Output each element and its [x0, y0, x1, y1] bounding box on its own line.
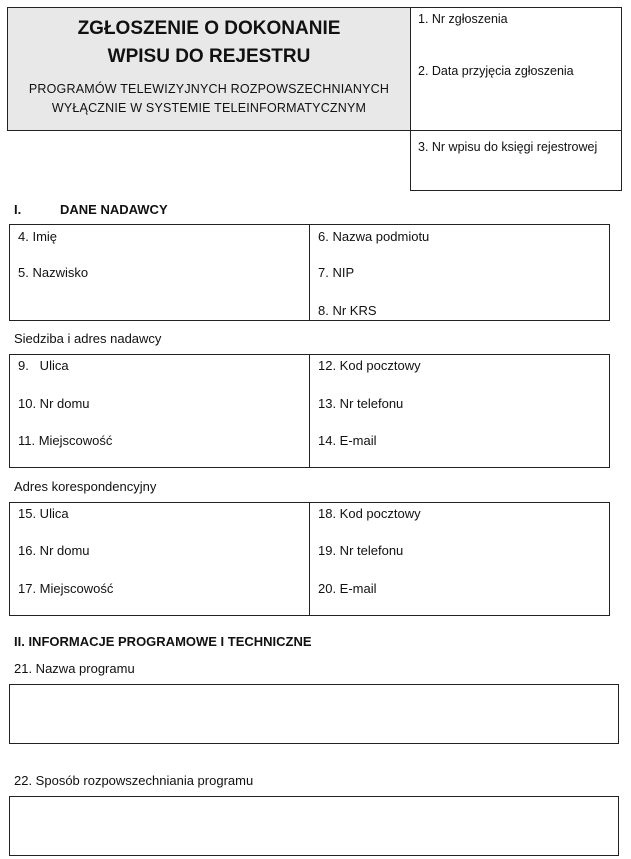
correspondence-address-heading: Adres korespondencyjny	[14, 479, 157, 494]
section-2-title: II. INFORMACJE PROGRAMOWE I TECHNICZNE	[14, 634, 312, 649]
field-corr-postal-code[interactable]: 18. Kod pocztowy	[318, 506, 421, 521]
form-title-line1: ZGŁOSZENIE O DOKONANIE	[77, 18, 341, 39]
field-last-name[interactable]: 5. Nazwisko	[18, 265, 89, 280]
field-registry-entry-number: 3. Nr wpisu do księgi rejestrowej	[418, 140, 598, 154]
section-1-number: I.	[14, 202, 22, 217]
field-acceptance-date: 2. Data przyjęcia zgłoszenia	[418, 64, 574, 78]
field-corr-phone[interactable]: 19. Nr telefonu	[318, 543, 404, 558]
table-divider	[309, 224, 310, 321]
table-divider	[309, 502, 310, 616]
field-krs[interactable]: 8. Nr KRS	[318, 303, 377, 318]
field-seat-postal-code[interactable]: 12. Kod pocztowy	[318, 358, 421, 373]
field-corr-email[interactable]: 20. E-mail	[318, 581, 377, 596]
field-nip[interactable]: 7. NIP	[318, 265, 355, 280]
program-name-input-box[interactable]	[9, 684, 619, 744]
field-entity-name[interactable]: 6. Nazwa podmiotu	[318, 229, 430, 244]
table-divider	[309, 354, 310, 468]
form-subtitle-line1: PROGRAMÓW TELEWIZYJNYCH ROZPOWSZECHNIANYCH	[28, 82, 390, 96]
section-1-title: DANE NADAWCY	[60, 202, 168, 217]
distribution-method-label: 22. Sposób rozpowszechniania programu	[14, 773, 254, 788]
field-seat-city[interactable]: 11. Miejscowość	[18, 433, 113, 448]
distribution-method-input-box[interactable]	[9, 796, 619, 856]
field-seat-house-number[interactable]: 10. Nr domu	[18, 396, 90, 411]
seat-address-heading: Siedziba i adres nadawcy	[14, 331, 162, 346]
field-seat-street[interactable]: 9. Ulica	[18, 358, 69, 373]
field-first-name[interactable]: 4. Imię	[18, 229, 58, 244]
form-title-line2: WPISU DO REJESTRU	[107, 46, 311, 67]
field-seat-email[interactable]: 14. E-mail	[318, 433, 377, 448]
program-name-label: 21. Nazwa programu	[14, 661, 135, 676]
field-corr-city[interactable]: 17. Miejscowość	[18, 581, 114, 596]
field-corr-street[interactable]: 15. Ulica	[18, 506, 69, 521]
field-registration-number: 1. Nr zgłoszenia	[418, 12, 508, 26]
field-seat-phone[interactable]: 13. Nr telefonu	[318, 396, 404, 411]
field-corr-house-number[interactable]: 16. Nr domu	[18, 543, 90, 558]
form-subtitle-line2: WYŁĄCZNIE W SYSTEMIE TELEINFORMATYCZNYM	[51, 101, 367, 115]
